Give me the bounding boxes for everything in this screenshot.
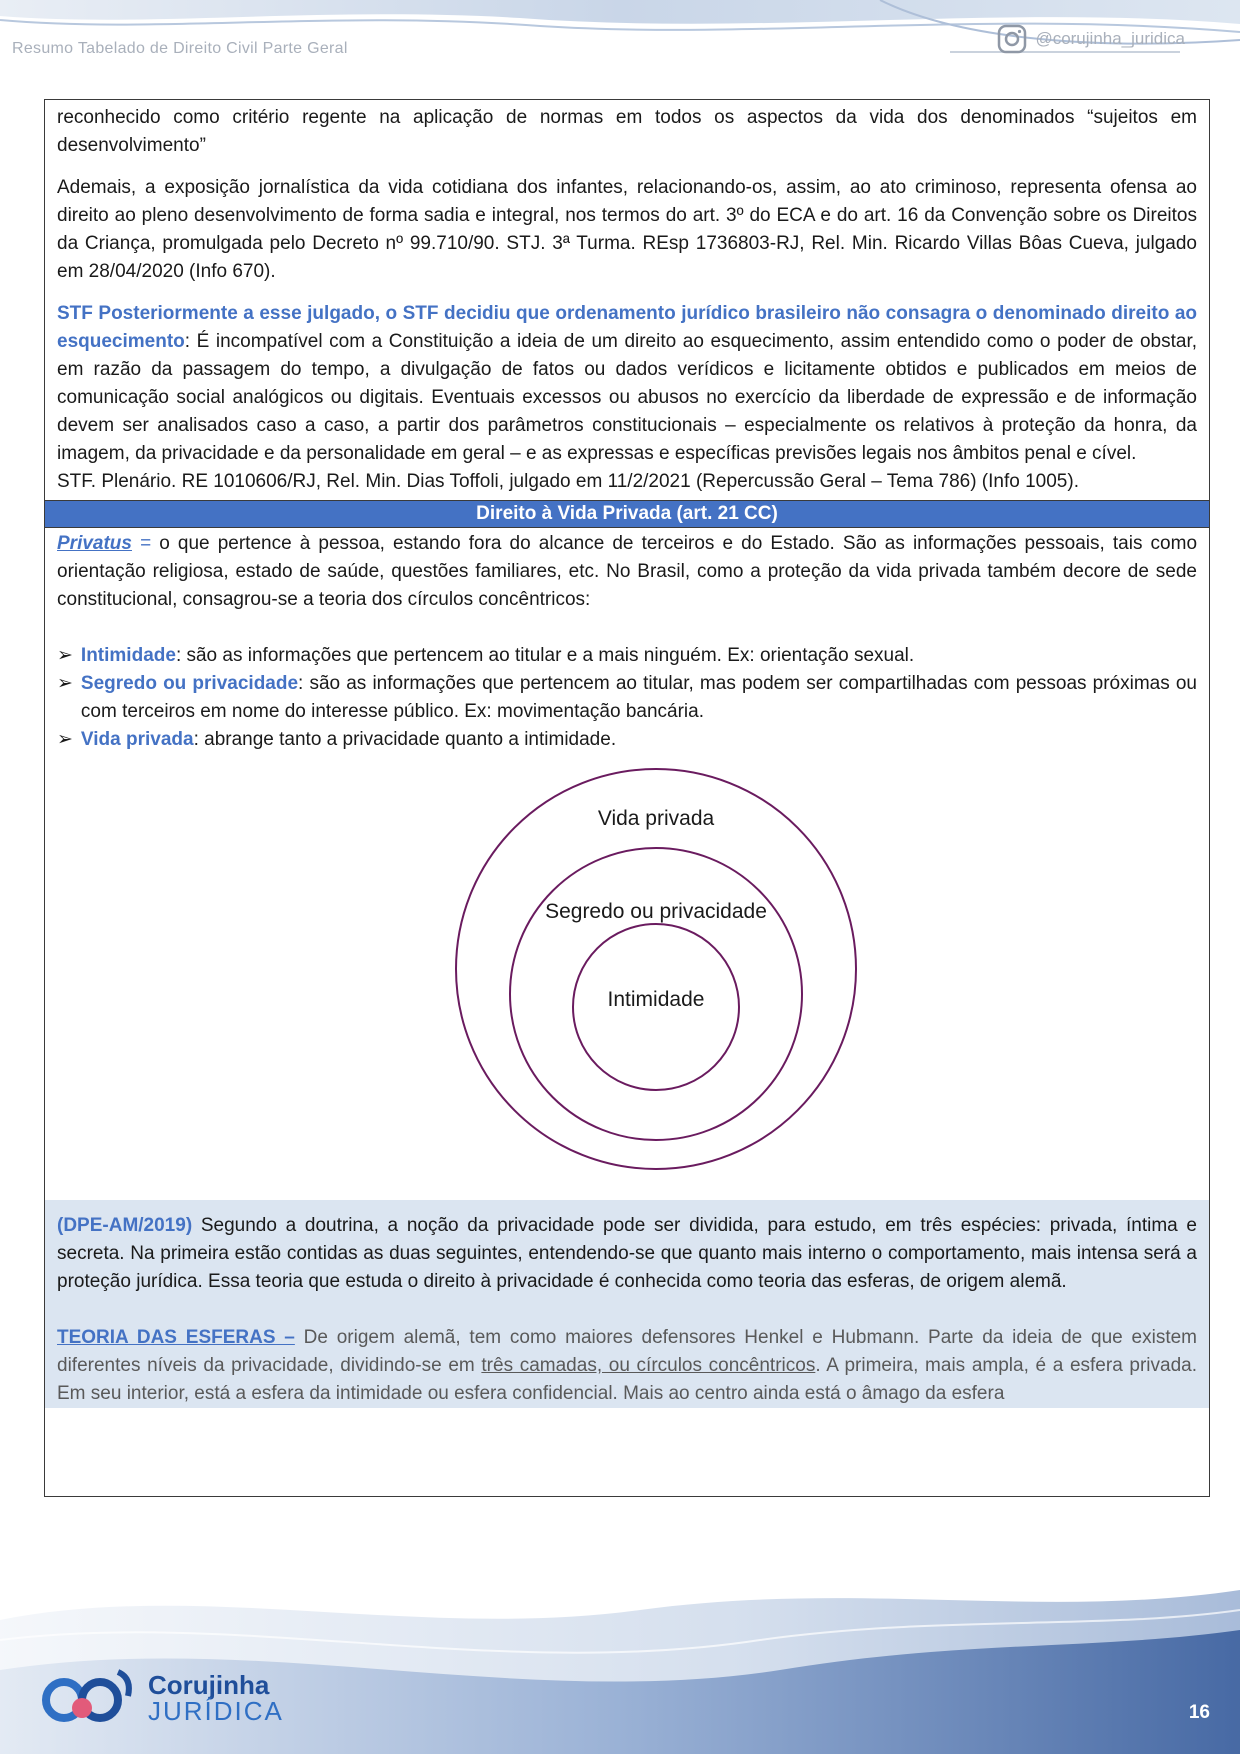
instagram-handle-text: @corujinha_juridica (1035, 29, 1185, 48)
paragraph-privatus (45, 530, 1209, 614)
arrow-bullet-icon: ➢ (57, 729, 73, 750)
label-intimidade: Intimidade (607, 988, 705, 1011)
section-title-vida-privada: Direito à Vida Privada (art. 21 CC) (45, 500, 1209, 528)
bullet-term: Segredo ou privacidade (80, 673, 299, 694)
bullet-segredo (45, 670, 1209, 726)
teoria-text-1: De origem alemã, tem como maiores defensores Henkel e Hubmann. Parte da ideia de que existem diferentes níveis da privacidade, dividindo-se em (57, 1327, 1197, 1376)
bullet-term: Vida privada (80, 729, 194, 750)
concentric-circles-diagram (45, 754, 1209, 1184)
privatus-term: Privatus (57, 533, 132, 554)
stf-highlight: STF Posteriormente a esse julgado, o STF decidiu que ordenamento jurídico brasileiro não consagra o denominado direito ao esquecimento (57, 303, 1197, 352)
paragraph-stf (45, 300, 1209, 468)
document-header-title: Resumo Tabelado de Direito Civil Parte Geral (12, 40, 348, 57)
privatus-text: o que pertence à pessoa, estando fora do alcance de terceiros e do Estado. São as informações pessoais, tais como orientação religiosa, estado de saúde, questões familiares, etc. No Brasil, como a proteção da vida privada também decore de sede constitucional, consagrou-se a teoria dos círculos concêntricos: (57, 533, 1198, 610)
highlighted-block (45, 1200, 1209, 1408)
paragraph-dpe (45, 1212, 1209, 1296)
stf-reference: STF. Plenário. RE 1010606/RJ, Rel. Min. Dias Toffoli, julgado em 11/2/2021 (Repercussão Geral – Tema 786) (Info 1005). (57, 471, 1079, 492)
bullet-text: : são as informações que pertencem ao titular, mas podem ser compartilhadas com pessoas próximas ou com terceiros em nome do interesse público. Ex: movimentação bancária. (80, 673, 1197, 722)
privatus-equals: = (131, 533, 160, 554)
page-number: 16 (1188, 1702, 1210, 1723)
logo-name-line2: JURÍDICA (148, 1696, 284, 1726)
arrow-bullet-icon: ➢ (57, 673, 73, 694)
dpe-label: (DPE-AM/2019) (57, 1215, 193, 1236)
teoria-label: TEORIA DAS ESFERAS – (57, 1327, 295, 1348)
label-vida-privada: Vida privada (597, 807, 715, 830)
dpe-text: Segundo a doutrina, a noção da privacidade pode ser dividida, para estudo, em três espécies: privada, íntima e secreta. Na primeira estão contidas as duas seguintes, entendendo-se que quanto mais interno o comportamento, mais intensa será a proteção jurídica. Essa teoria que estuda o direito à privacidade é conhecida como teoria das esferas, de origem alemã. (57, 1215, 1197, 1292)
stf-body: : É incompatível com a Constituição a ideia de um direito ao esquecimento, assim entendido como o poder de obstar, em razão da passagem do tempo, a divulgação de fatos ou dados verídicos e licitamente obtidos e publicados em meios de comunicação social analógicos ou digitais. Eventuais excessos ou abusos no exercício da liberdade de expressão e de informação devem ser analisados caso a caso, a partir dos parâmetros constitucionais – especialmente os relativos à proteção da honra, da imagem, da privacidade e da personalidade em geral – e as expressas e específicas previsões legais nos âmbitos penal e cível. (57, 331, 1197, 464)
brand-logo (42, 1668, 284, 1728)
teoria-text-2: . A primeira, mais ampla, é a esfera privada. Em seu interior, está a esfera da intimidade ou esfera confidencial. Mais ao centro ainda está o âmago da esfera (57, 1355, 1198, 1404)
bullet-vida-privada (45, 726, 1209, 754)
instagram-handle-block (997, 24, 1185, 54)
logo-name-line1: Corujinha (148, 1670, 270, 1700)
paragraph-criterio: reconhecido como critério regente na aplicação de normas em todos os aspectos da vida dos denominados “sujeitos em desenvolvimento” (57, 107, 1197, 156)
bullet-text: : abrange tanto a privacidade quanto a intimidade. (193, 729, 617, 750)
label-segredo: Segredo ou privacidade (545, 900, 767, 923)
owl-logo-icon (42, 1668, 142, 1728)
bullet-text: : são as informações que pertencem ao titular e a mais ninguém. Ex: orientação sexual. (175, 645, 915, 666)
arrow-bullet-icon: ➢ (57, 645, 73, 666)
bullet-term: Intimidade (80, 645, 176, 666)
paragraph-teoria (45, 1324, 1209, 1408)
teoria-underline: três camadas, ou círculos concêntricos (481, 1355, 816, 1376)
instagram-icon (997, 24, 1027, 54)
bullet-intimidade (45, 642, 1209, 670)
content-table (44, 99, 1210, 1497)
paragraph-exposicao: Ademais, a exposição jornalística da vida cotidiana dos infantes, relacionando-os, assim, ao ato criminoso, representa ofensa ao direito ao pleno desenvolvimento de forma sadia e integral, nos termos do art. 3º do ECA e do art. 16 da Convenção sobre os Direitos da Criança, promulgada pelo Decreto nº 99.710/90. STJ. 3ª Turma. REsp 1736803-RJ, Rel. Min. Ricardo Villas Bôas Cueva, julgado em 28/04/2020 (Info 670). (57, 177, 1197, 282)
